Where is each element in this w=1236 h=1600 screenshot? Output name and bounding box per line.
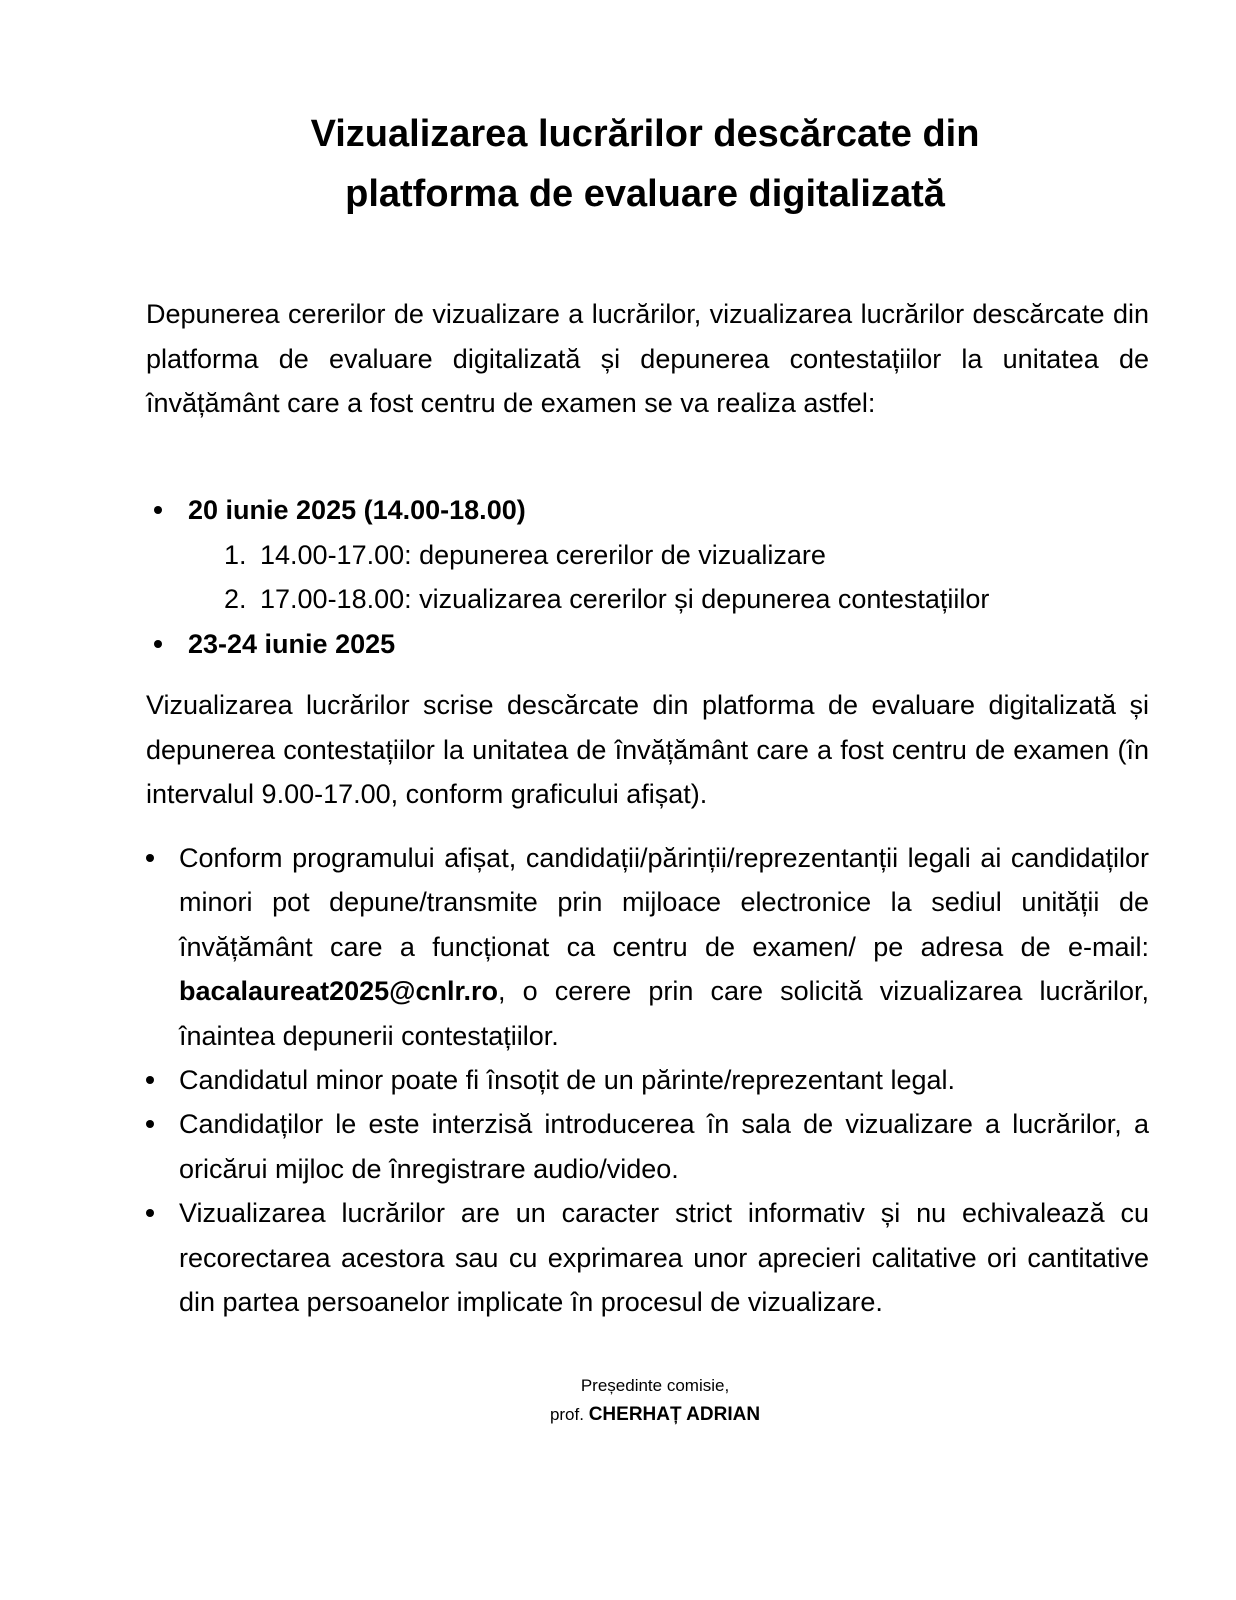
signature-name-line [480, 1400, 830, 1430]
contact-email: bacalaureat2025@cnlr.ro [179, 976, 499, 1007]
rule-item-4 [146, 1191, 1149, 1324]
signature-prefix: prof. [549, 1405, 584, 1424]
schedule-step-2 [224, 577, 989, 621]
rules-list [146, 836, 1149, 1324]
rule-item-2 [146, 1058, 1149, 1102]
schedule-step-1 [224, 533, 826, 577]
rule-2-text: Candidatul minor poate fi însoțit de un părinte/reprezentant legal. [179, 1065, 955, 1096]
bullet-dot-icon [146, 854, 154, 862]
signature-name: CHERHAȚ ADRIAN [588, 1404, 761, 1425]
bullet-dot-icon [146, 1076, 154, 1084]
intro-paragraph: Depunerea cererilor de vizualizare a lucrărilor, vizualizarea lucrărilor descărcate din platforma de evaluare digitalizată și depunerea contestațiilor la unitatea de învățământ care a fost centru de examen se va realiza astfel: [146, 299, 1149, 419]
rule-3-text: Candidaților le este interzisă introducerea în sala de vizualizare a lucrărilor, a oricărui mijloc de înregistrare audio/video. [179, 1109, 1149, 1184]
schedule-step-1-number: 1. [224, 540, 247, 570]
schedule-step-2-text: 17.00-18.00: vizualizarea cererilor și depunerea contestațiilor [260, 584, 990, 614]
schedule-step-1-text: 14.00-17.00: depunerea cererilor de vizualizare [260, 540, 826, 570]
title-line-2: platforma de evaluare digitalizată [345, 173, 945, 215]
schedule-day-1-label: 20 iunie 2025 (14.00-18.00) [188, 495, 526, 525]
bullet-dot-icon [154, 640, 162, 648]
page-title [140, 104, 1150, 224]
bullet-dot-icon [154, 506, 162, 514]
rule-item-1 [146, 836, 1149, 1058]
rule-4-text: Vizualizarea lucrărilor are un caracter strict informativ și nu echivalează cu recorectarea acestora sau cu exprimarea unor aprecieri calitative ori cantitative din partea persoanelor implicate în procesul de vizualizare. [179, 1198, 1149, 1318]
second-paragraph: Vizualizarea lucrărilor scrise descărcate din platforma de evaluare digitalizată și depunerea contestațiilor la unitatea de învățământ care a fost centru de examen (în intervalul 9.00-17.00, conform graficului afișat). [146, 690, 1149, 810]
schedule-day-2-label: 23-24 iunie 2025 [188, 629, 396, 659]
title-line-1: Vizualizarea lucrărilor descărcate din [310, 113, 980, 155]
rule-1-text-before: Conform programului afișat, candidații/părinții/reprezentanții legali ai candidaților minori pot depune/transmite prin mijloace electronice la sediul unității de învățământ care a funcționat ca centru de examen/ pe adresa de e-mail: [179, 843, 1149, 962]
bullet-dot-icon [146, 1120, 154, 1128]
signature-role: Președinte comisie, [580, 1376, 730, 1395]
bullet-dot-icon [146, 1209, 154, 1217]
rule-1-text-after: , o cerere prin care solicită vizualizarea lucrărilor, înaintea depunerii contestațiilor. [179, 976, 1149, 1051]
rule-item-3 [146, 1102, 1149, 1191]
schedule-step-2-number: 2. [224, 584, 247, 614]
